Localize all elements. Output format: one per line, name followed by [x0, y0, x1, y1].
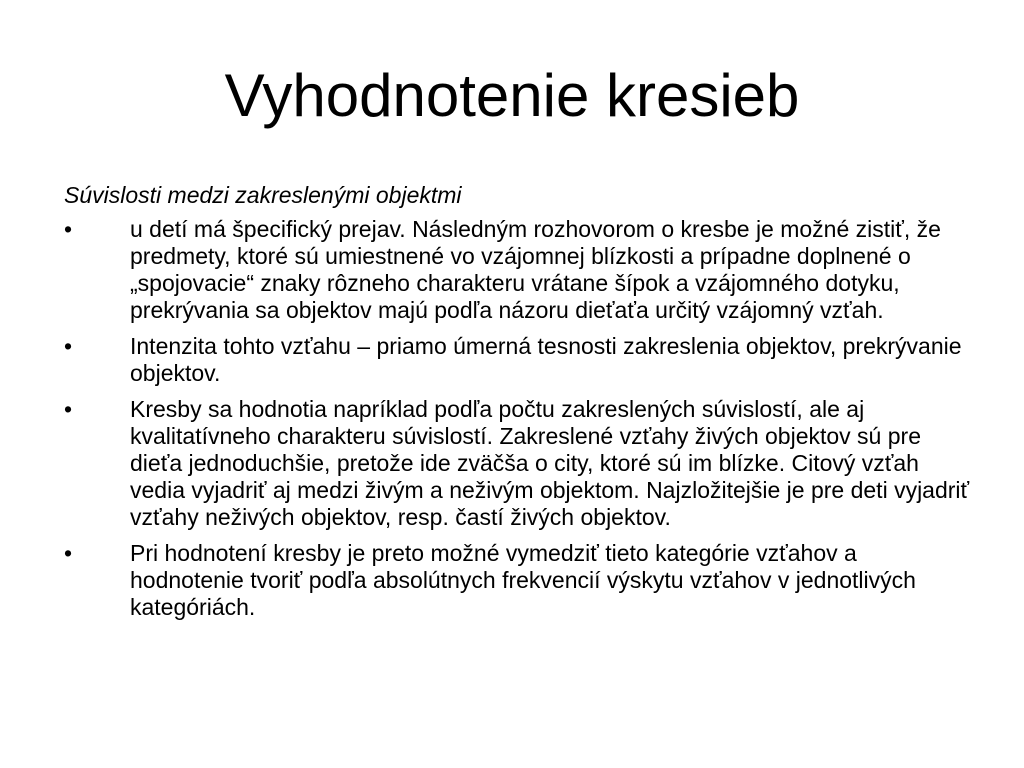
bullet-marker: • [64, 396, 73, 422]
bullet-item [64, 216, 974, 324]
bullet-text: u detí má špecifický prejav. Následným rozhovorom o kresbe je možné zistiť, že predmety, ktoré sú umiestnené vo vzájomnej blízkosti a prípadne doplnené o „spojovacie“ znaky rôzneho charakteru vrátane šípok a vzájomného dotyku, prekrývania sa objektov majú podľa názoru dieťaťa určitý vzájomný vzťah. [130, 216, 941, 323]
bullet-item [64, 333, 974, 387]
bullet-list [64, 216, 974, 630]
slide-subtitle: Súvislosti medzi zakreslenými objektmi [64, 182, 462, 208]
bullet-text: Pri hodnotení kresby je preto možné vymedziť tieto kategórie vzťahov a hodnotenie tvoriť podľa absolútnych frekvencií výskytu vzťahov v jednotlivých kategóriách. [130, 540, 916, 620]
bullet-marker: • [64, 333, 73, 359]
bullet-item [64, 540, 974, 621]
bullet-item [64, 396, 974, 531]
bullet-text: Kresby sa hodnotia napríklad podľa počtu zakreslených súvislostí, ale aj kvalitatívneho charakteru súvislostí. Zakreslené vzťahy živých objektov sú pre dieťa jednoduchšie, pretože ide zväčša o city, ktoré sú im blízke. Citový vzťah vedia vyjadriť aj medzi živým a neživým objektom. Najzložitejšie je pre deti vyjadriť vzťahy neživých objektov, resp. častí živých objektov. [130, 396, 970, 530]
bullet-marker: • [64, 540, 73, 566]
slide-title: Vyhodnotenie kresieb [224, 62, 800, 129]
bullet-marker: • [64, 216, 73, 242]
bullet-text: Intenzita tohto vzťahu – priamo úmerná tesnosti zakreslenia objektov, prekrývanie objektov. [130, 333, 962, 386]
